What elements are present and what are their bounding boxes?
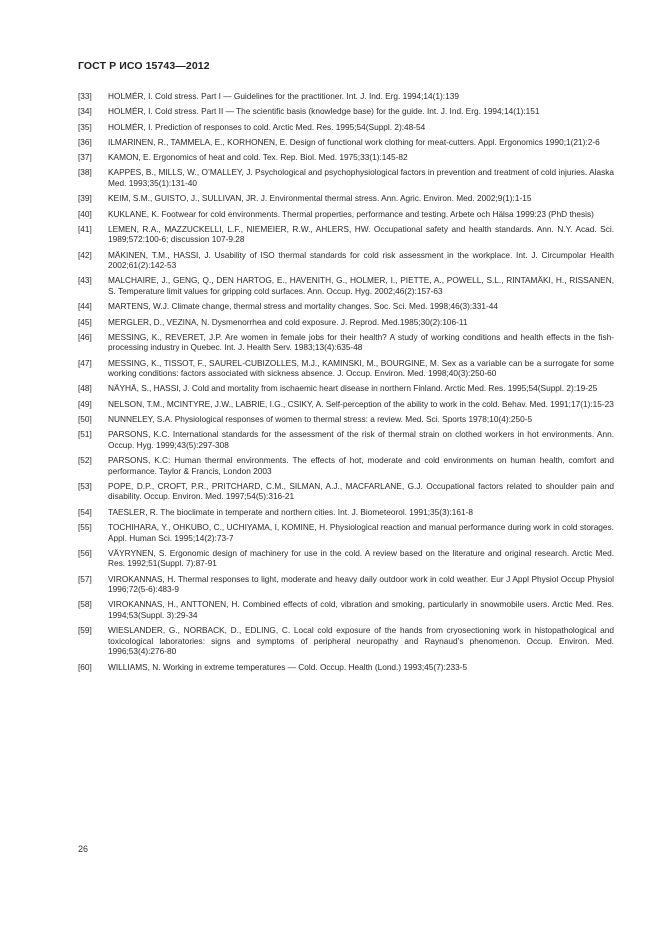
reference-number: [37] [78,152,92,163]
reference-text: TOCHIHARA, Y., OHKUBO, C., UCHIYAMA, I, KOMINE, H. Physiological reaction and manual performance during work in cold storages. Appl. Human Sci. 1995;14(2):73-7 [108,522,614,543]
reference-item [78,137,614,148]
reference-number: [59] [78,625,92,636]
reference-item [78,599,614,620]
reference-item [78,167,614,188]
reference-item [78,317,614,328]
reference-item [78,152,614,163]
reference-text: LEMEN, R.A., MAZZUCKELLI, L.F., NIEMEIER, R.W., AHLERS, HW. Occupational safety and health standards. Ann. N.Y. Acad. Sci. 1989;572:100-6; discussion 107-9.28 [108,223,614,245]
reference-number: [58] [78,599,92,610]
reference-item [78,399,614,410]
reference-text: MESSING, K., REVERET, J.P. Are women in female jobs for their health? A study of working conditions and health effects in the fish-processing industry in Quebec. Int. J. Health Serv. 1983;13(4):635-48 [108,331,614,353]
reference-number: [47] [78,357,92,368]
reference-item [78,625,614,657]
reference-number: [55] [78,522,92,533]
reference-item [78,429,614,450]
reference-number: [52] [78,455,92,466]
reference-item [78,224,614,245]
reference-number: [57] [78,573,92,584]
reference-text: VIROKANNAS, H. Thermal responses to light, moderate and heavy daily outdoor work in cold weather. Eur J Appl Physiol Occup Physiol 1996;72(5-6):483-9 [108,573,614,595]
reference-text: HOLMÉR, I. Prediction of responses to cold. Arctic Med. Res. 1995;54(Suppl. 2):48-54 [108,121,426,132]
page-number: 26 [78,844,89,854]
reference-text: PARSONS, K.C: Human thermal environments. The effects of hot, moderate and cold environments on human health, comfort and performance. Taylor & Francis, London 2003 [108,455,614,476]
reference-text: MERGLER, D., VEZINA, N. Dysmenorrhea and cold exposure. J. Reprod. Med.1985;30(2):106-11 [108,316,468,327]
reference-number: [43] [78,275,92,286]
reference-item [78,250,614,271]
reference-text: HOLMÉR, I. Cold stress. Part I — Guidelines for the practitioner. Int. J. Ind. Erg. 1994;14(1):139 [108,91,459,101]
reference-text: NELSON, T.M., MCINTYRE, J.W., LABRIE, I.G., CSIKY, A. Self-perception of the ability to work in the cold. Behav. Med. 1991;17(1):15-23 [108,398,614,409]
reference-number: [38] [78,167,92,178]
reference-text: NUNNELEY, S.A. Physiological responses of women to thermal stress: a review. Med. Sci. Sports 1978;10(4):250-5 [108,414,533,425]
reference-item [78,209,614,220]
document-header-title: ГОСТ Р ИСО 15743—2012 [78,60,210,72]
reference-number: [44] [78,301,92,312]
reference-text: KAMON, E. Ergonomics of heat and cold. Tex. Rep. Biol. Med. 1975;33(1):145-82 [108,152,408,163]
reference-text: MALCHAIRE, J., GENG, Q., DEN HARTOG, E., HAVENITH, G., HOLMER, I., PIETTE, A., POWELL, S.L., RINTAMÄKI, H., RISSANEN, S. Temperature limit values for gripping cold surfaces. Ann. Occup. Hyg. 2002;46(2):157-63 [108,275,614,296]
reference-item [78,383,614,394]
reference-number: [54] [78,506,92,517]
reference-number: [60] [78,661,92,672]
reference-text: POPE, D.P., CROFT, P.R., PRITCHARD, C.M., SILMAN, A.J., MACFARLANE, G.J. Occupational factors related to shoulder pain and disability. Occup. Environ. Med. 1997;54(5):316-21 [108,480,614,502]
reference-item [78,522,614,543]
reference-number: [34] [78,106,92,117]
reference-item [78,358,614,379]
reference-number: [53] [78,480,92,491]
reference-text: HOLMÉR, I. Cold stress. Part II — The scientific basis (knowledge base) for the guide. Int. J. Ind. Erg. 1994;14(1):151 [108,106,540,117]
reference-item [78,332,614,353]
reference-number: [56] [78,547,92,558]
reference-number: [42] [78,249,92,260]
reference-item [78,455,614,476]
reference-text: WIESLANDER, G., NORBACK, D., EDLING, C. Local cold exposure of the hands from cryosectioning work in histopathological and toxicological laboratories: signs and symptoms of peripheral neuropathy and Raynaud’s phenomenon. Occup. Environ. Med. 1996;53(4):276-80 [108,625,614,657]
reference-text: NÄYHÄ, S., HASSI, J. Cold and mortality from ischaemic heart disease in northern Finland. Arctic Med. Res. 1995;54(Suppl. 2):19-25 [108,383,598,394]
reference-item [78,301,614,312]
reference-item [78,91,614,102]
reference-text: KUKLANE, K. Footwear for cold environments. Thermal properties, performance and testing. Arbete och Hälsa 1999:23 (PhD thesis) [108,208,594,219]
reference-number: [50] [78,414,92,425]
reference-number: [33] [78,91,92,101]
reference-number: [40] [78,208,92,219]
reference-item [78,122,614,133]
reference-item [78,414,614,425]
reference-item [78,193,614,204]
reference-text: VIROKANNAS, H., ANTTONEN, H. Combined effects of cold, vibration and smoking, particularly in snowmobile users. Arctic Med. Res. 1994;53(Suppl. 3):29-34 [108,599,614,620]
reference-number: [45] [78,316,92,327]
reference-number: [36] [78,136,92,147]
reference-item [78,481,614,502]
reference-number: [46] [78,331,92,342]
reference-item [78,548,614,569]
reference-text: PARSONS, K.C. International standards for the assessment of the risk of thermal strain on clothed workers in hot environments. Ann. Occup. Hyg. 1999;43(5):297-308 [108,429,614,450]
reference-number: [51] [78,429,92,440]
reference-item [78,507,614,518]
reference-item [78,574,614,595]
reference-text: MÄKINEN, T.M., HASSI, J. Usability of ISO thermal standards for cold risk assessment in the workplace. Int. J. Circumpolar Health 2002;61(2):142-53 [108,249,614,271]
reference-text: KEIM, S.M., GUISTO, J., SULLIVAN, JR. J. Environmental thermal stress. Ann. Agric. Environ. Med. 2002;9(1):1-15 [108,193,532,204]
reference-text: ILMARINEN, R., TAMMELA, E., KORHONEN, E. Design of functional work clothing for meat-cutters. Appl. Ergonomics 1990;1(21):2-6 [108,136,600,147]
reference-number: [48] [78,383,92,394]
reference-text: VÄYRYNEN, S. Ergonomic design of machinery for use in the cold. A review based on the literature and original research. Arctic Med. Res. 1992;51(Suppl. 7):87-91 [108,547,614,569]
reference-text: WILLIAMS, N. Working in extreme temperatures — Cold. Occup. Health (Lond.) 1993;45(7):233-5 [108,661,468,672]
reference-item [78,275,614,296]
reference-item [78,662,614,673]
reference-item [78,106,614,117]
reference-text: KAPPES, B., MILLS, W., O’MALLEY, J. Psychological and psychophysiological factors in prevention and treatment of cold injuries. Alaska Med. 1993;35(1):131-40 [108,167,614,188]
reference-text: TAESLER, R. The bioclimate in temperate and northern cities. Int. J. Biometeorol. 1991;35(3):161-8 [108,506,473,517]
reference-number: [39] [78,193,92,204]
reference-text: MESSING, K., TISSOT, F., SAUREL-CUBIZOLLES, M.J., KAMINSKI, M., BOURGINE, M. Sex as a variable can be a surrogate for some working conditions: factors associated with sickness absence. J. Occup. Environ. Med. 1998;40(3):250-60 [108,357,614,379]
reference-number: [49] [78,398,92,409]
reference-number: [41] [78,223,92,234]
reference-number: [35] [78,121,92,132]
reference-list [78,91,614,677]
reference-text: MARTENS, W.J. Climate change, thermal stress and mortality changes. Soc. Sci. Med. 1998;46(3):331-44 [108,301,498,312]
